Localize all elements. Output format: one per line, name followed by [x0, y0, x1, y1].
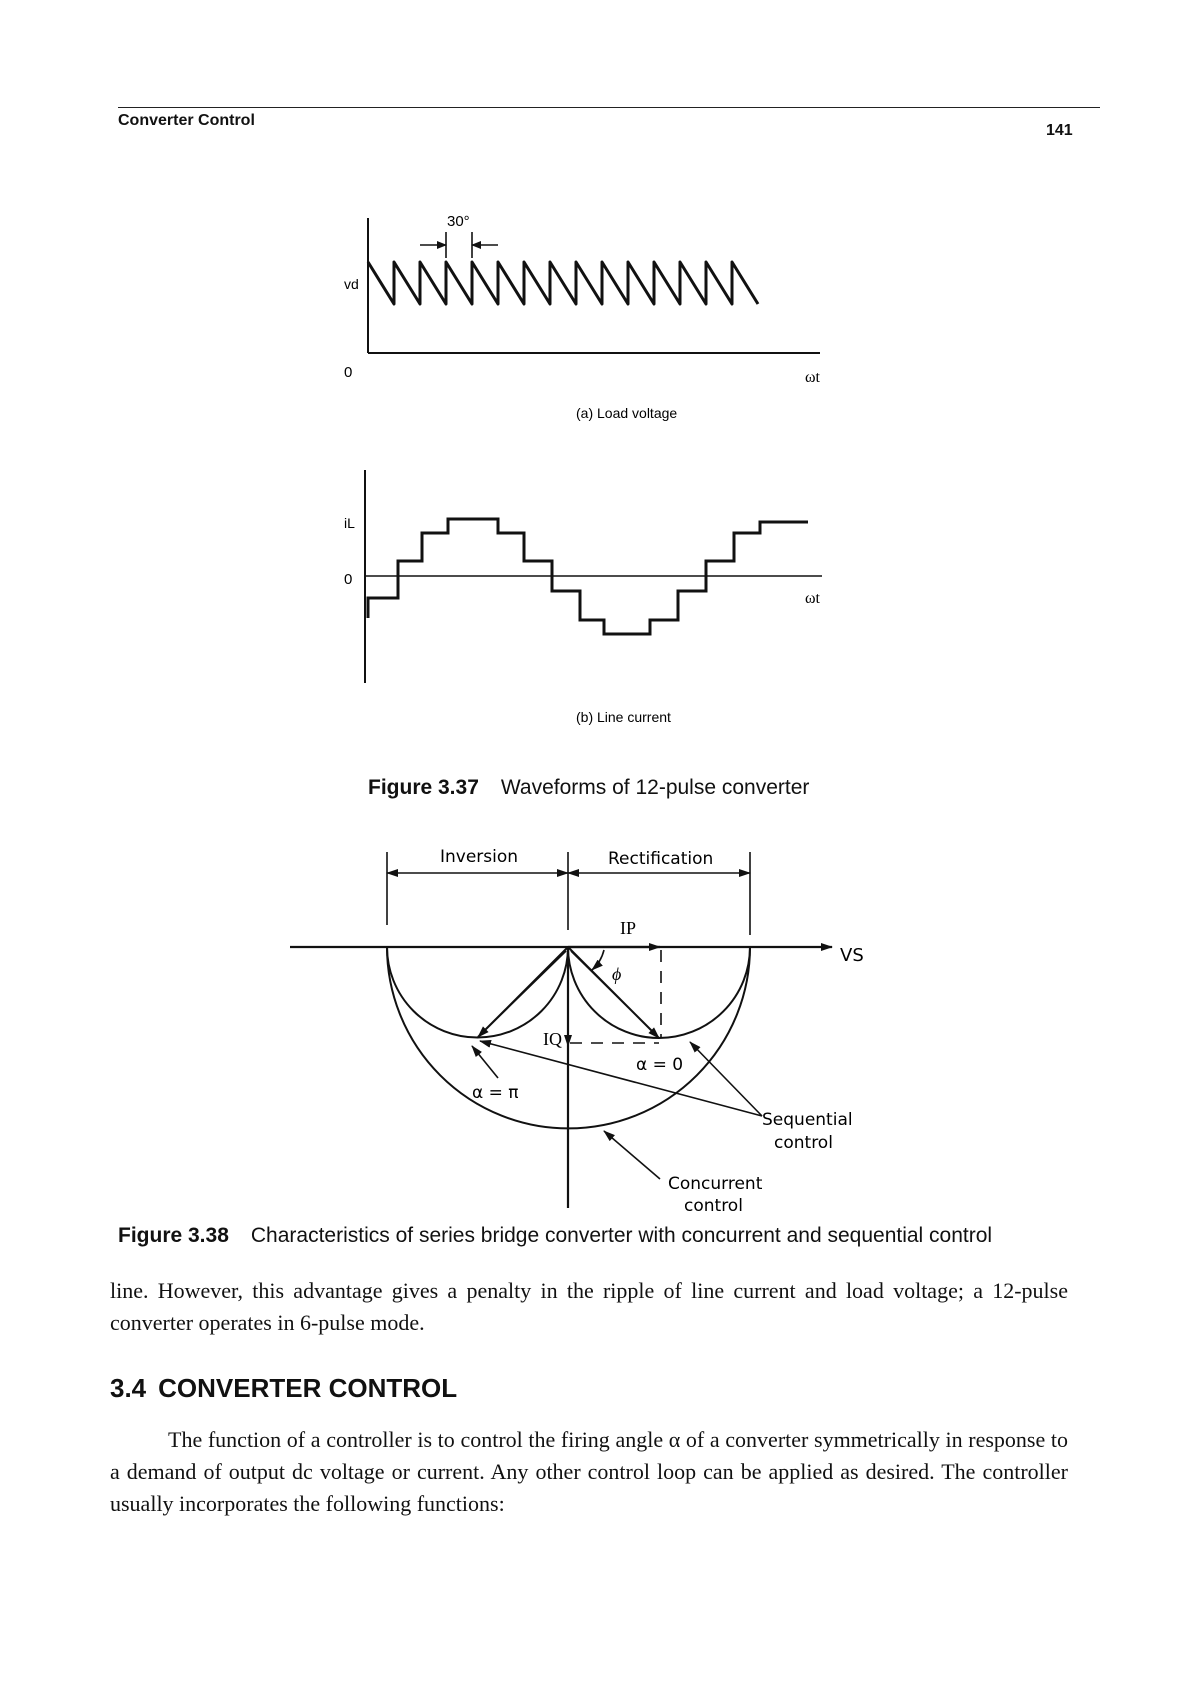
section-title: CONVERTER CONTROL [158, 1373, 458, 1403]
page-number: 141 [1046, 122, 1073, 139]
chord-left [478, 951, 566, 1037]
concurrent-leader [604, 1131, 660, 1179]
body-paragraph: The function of a controller is to control the firing angle α of a converter symmetrically in response to a demand of output dc voltage or current. Any other control loop can be applied as desired. The controller usually incorporates the following functions: [110, 1427, 1068, 1516]
caption-b: (b) Line current [576, 709, 671, 725]
figure-caption-text: Characteristics of series bridge converter with concurrent and sequential control [250, 1224, 993, 1247]
figure-3-38-caption [118, 1224, 992, 1248]
inversion-semicircle [387, 947, 568, 1038]
figure-caption-text: Waveforms of 12-pulse converter [500, 776, 810, 799]
phi-label: ϕ [612, 964, 622, 984]
figure-number: Figure 3.38 [118, 1224, 229, 1247]
vd-label: vd [344, 276, 359, 292]
sequential-label-2: control [774, 1133, 833, 1153]
alpha-zero-label: α = 0 [636, 1055, 684, 1075]
sequential-label-1: Sequential [762, 1110, 853, 1130]
rectification-semicircle [568, 947, 750, 1038]
alpha-pi-label: α = π [472, 1083, 519, 1103]
sequential-leader-2 [690, 1042, 762, 1116]
rectification-label: Rectification [608, 849, 714, 869]
origin-label-a: 0 [344, 364, 353, 381]
section-number: 3.4 [110, 1373, 147, 1403]
section-heading [110, 1373, 457, 1404]
concurrent-label-1: Concurrent [668, 1174, 763, 1194]
running-head: Converter Control [118, 112, 255, 129]
figure-number: Figure 3.37 [368, 776, 479, 799]
wt-label-b: ωt [805, 590, 820, 607]
caption-a: (a) Load voltage [576, 405, 678, 421]
phi-arc [592, 950, 604, 970]
sequential-leader-1 [480, 1041, 762, 1116]
body-paragraph: line. However, this advantage gives a penalty in the ripple of line current and load voltage; a 12-pulse converter operates in 6-pulse mode. [110, 1278, 1068, 1335]
il-label: iL [344, 515, 355, 531]
iq-label: IQ [543, 1029, 562, 1049]
origin-label-b: 0 [344, 571, 353, 588]
angle-label: 30° [447, 213, 470, 230]
inversion-label: Inversion [440, 847, 519, 867]
ip-label: IP [620, 918, 637, 938]
vs-label: VS [840, 945, 864, 966]
alpha-pi-leader [472, 1046, 498, 1078]
concurrent-label-2: control [684, 1196, 743, 1216]
wt-label-a: ωt [805, 369, 820, 386]
